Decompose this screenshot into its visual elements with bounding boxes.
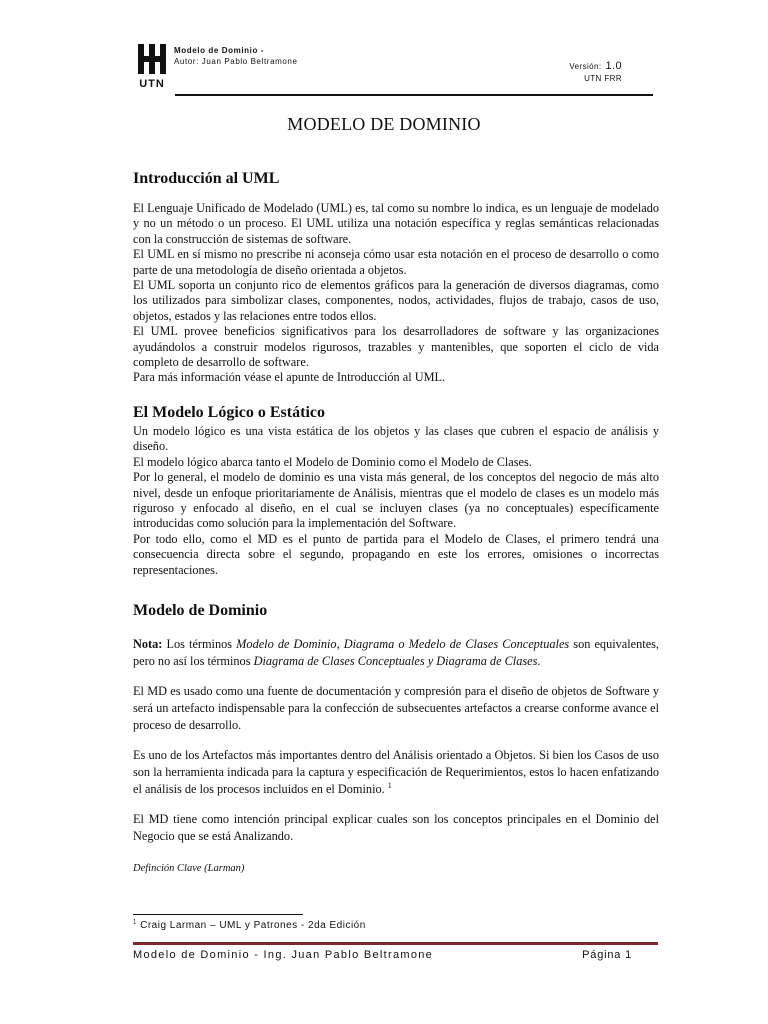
paragraph: Por todo ello, como el MD es el punto de partida para el Modelo de Clases, el primero tendrá una consecuencia directa sobre el segundo, propagando en este los errores, omisiones o incorrectas representaciones. (133, 531, 659, 577)
footnote-text: Craig Larman – UML y Patrones - 2da Edición (136, 920, 366, 931)
page-number: Página 1 (582, 949, 632, 961)
paragraph: Para más información véase el apunte de Introducción al UML. (133, 370, 446, 385)
page-title: MODELO DE DOMINIO (287, 114, 481, 134)
footnote-marker: 1 (133, 919, 137, 926)
version-label: Versión: (569, 62, 602, 71)
header-version (569, 60, 622, 72)
logo-label: UTN (139, 78, 165, 90)
paragraph: El modelo lógico abarca tanto el Modelo de Dominio como el Modelo de Clases. (133, 454, 532, 469)
nota-term: Diagrama de Clases Conceptuales y Diagrama de Clases (253, 653, 538, 668)
definition-caption: Definción Clave (Larman) (133, 862, 245, 874)
header-divider (175, 94, 653, 96)
footnote-divider (133, 914, 303, 915)
version-value: 1.0 (605, 60, 622, 72)
nota-term: Modelo de Dominio, Diagrama o Medelo de Clases Conceptuales (236, 636, 570, 651)
document-body (133, 170, 659, 876)
footer-divider (133, 942, 658, 945)
nota-text: . (537, 653, 541, 668)
paragraph: El UML en sí mismo no prescribe ni aconseja cómo usar esta notación en el proceso de desarrollo o como parte de una metodología de diseño orientada a objetos. (133, 247, 659, 277)
paragraph (133, 747, 659, 798)
nota-label: Nota: (133, 636, 163, 651)
section-heading-dominio: Modelo de Dominio (133, 601, 268, 619)
header-doc-title: Modelo de Dominio - (174, 46, 265, 55)
nota-paragraph (133, 636, 659, 670)
nota-text: Los términos (162, 636, 237, 651)
section-heading-logico: El Modelo Lógico o Estático (133, 403, 325, 421)
header-org: UTN FRR (584, 74, 622, 83)
header-author: Autor: Juan Pablo Beltramone (174, 57, 298, 66)
paragraph: Por lo general, el modelo de dominio es una vista más general, de los conceptos del negocio de más alto nivel, desde un enfoque prioritariamente de Análisis, mientras que el modelo de clases es un modelo más riguroso y enfocado al diseño, en el cual se incluyen clases (ya no conceptuales) específicamente introducidas como solución para la implementación del Software. (133, 470, 659, 531)
paragraph: El UML soporta un conjunto rico de elementos gráficos para la generación de diversos diagramas, como los utilizados para simbolizar clases, componentes, nodos, actividades, flujos de trabajo, casos de uso, objetos, estados y las relaciones entre todos ellos. (133, 278, 659, 323)
paragraph: El MD tiene como intención principal explicar cuales son los conceptos principales en el Dominio del Negocio que se está Analizando. (133, 811, 659, 843)
nota-text: son equivalentes, pero no así los términos (133, 636, 660, 668)
paragraph: El MD es usado como una fuente de documentación y compresión para el diseño de objetos de Software y será un artefacto indispensable para la confección de subsecuentes artefactos a crearse conforme avance el proceso de desarrollo. (133, 683, 659, 732)
footnote (133, 920, 366, 931)
paragraph: El Lenguaje Unificado de Modelado (UML) es, tal como su nombre lo indica, es un lenguaje de modelado y no un método o un proceso. El UML utiliza una notación específica y reglas semánticas relacionadas con la construcción de sistemas de software. (133, 201, 659, 246)
paragraph: Un modelo lógico es una vista estática de los objetos y las clases que cubren el espacio de análisis y diseño. (133, 423, 659, 454)
paragraph-text: Es uno de los Artefactos más importantes dentro del Análisis orientado a Objetos. Si bien los Casos de uso son la herramienta indicada para la captura y especificación de Requerimientos, estos lo hacen enfatizando el análisis de los procesos incluidos en el Dominio. (133, 747, 659, 796)
section-heading-intro: Introducción al UML (133, 170, 280, 187)
paragraph: El UML provee beneficios significativos para los desarrolladores de software y las organizaciones ayudándolos a construir modelos rigurosos, trazables y mantenibles, que soporten el ciclo de vida completo de desarrollo de software. (133, 324, 659, 370)
footnote-reference[interactable]: 1 (387, 780, 392, 790)
footer-left: Modelo de Dominio - Ing. Juan Pablo Beltramone (133, 949, 434, 961)
